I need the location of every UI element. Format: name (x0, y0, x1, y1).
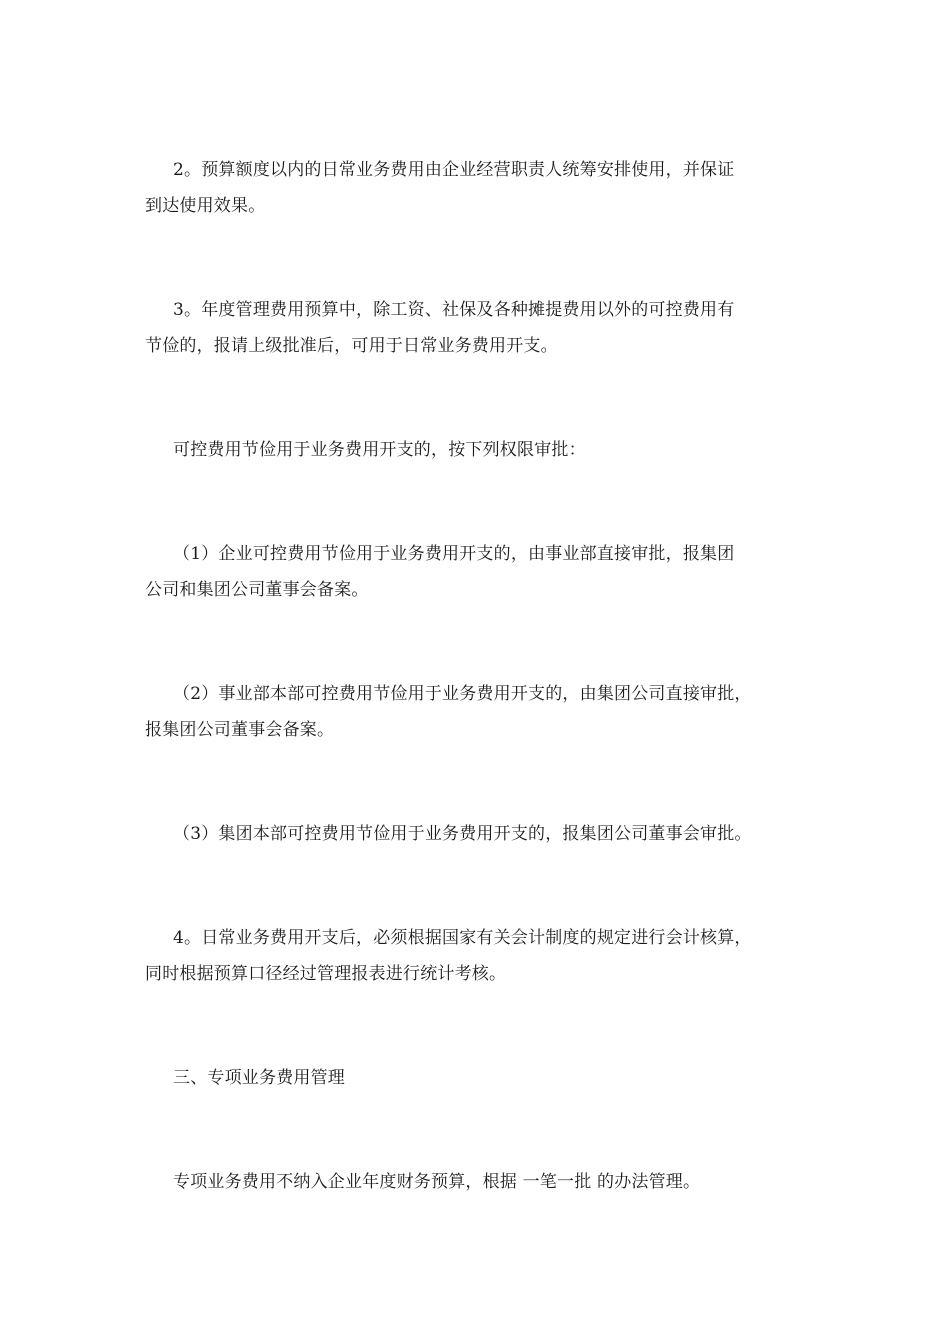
paragraph-line: 2。预算额度以内的日常业务费用由企业经营职责人统筹安排使用，并保证 (173, 160, 735, 180)
paragraph-item-2-division (145, 676, 810, 748)
paragraph-line: 4。日常业务费用开支后，必须根据国家有关会计制度的规定进行会计核算， (173, 928, 752, 948)
paragraph-special-expenses (145, 1164, 810, 1200)
paragraph-line: 报集团公司董事会备案。 (145, 720, 335, 740)
paragraph-line: 公司和集团公司董事会备案。 (145, 580, 369, 600)
paragraph-line: （1）企业可控费用节俭用于业务费用开支的，由事业部直接审批，报集团 (173, 544, 735, 564)
paragraph-line: 3。年度管理费用预算中，除工资、社保及各种摊提费用以外的可控费用有 (173, 300, 735, 320)
paragraph-line: 可控费用节俭用于业务费用开支的，按下列权限审批： (173, 440, 586, 460)
paragraph-line: （2）事业部本部可控费用节俭用于业务费用开支的，由集团公司直接审批， (173, 684, 752, 704)
paragraph-2-budget-within-limit (145, 152, 810, 224)
paragraph-3-annual-management-budget (145, 292, 810, 364)
paragraph-4-accounting (145, 920, 810, 992)
paragraph-line: 同时根据预算口径经过管理报表进行统计考核。 (145, 964, 507, 984)
paragraph-line: 到达使用效果。 (145, 196, 266, 216)
paragraph-item-1-enterprise (145, 536, 810, 608)
section-heading: 三、专项业务费用管理 (173, 1068, 345, 1088)
paragraph-line: 专项业务费用不纳入企业年度财务预算，根据 一笔一批 的办法管理。 (173, 1172, 701, 1192)
paragraph-item-3-group-headquarters (145, 816, 810, 852)
paragraph-approval-authority-intro (145, 432, 810, 468)
section-heading-special-expenses (145, 1060, 810, 1096)
paragraph-line: （3）集团本部可控费用节俭用于业务费用开支的，报集团公司董事会审批。 (173, 824, 752, 844)
paragraph-line: 节俭的，报请上级批准后，可用于日常业务费用开支。 (145, 336, 558, 356)
